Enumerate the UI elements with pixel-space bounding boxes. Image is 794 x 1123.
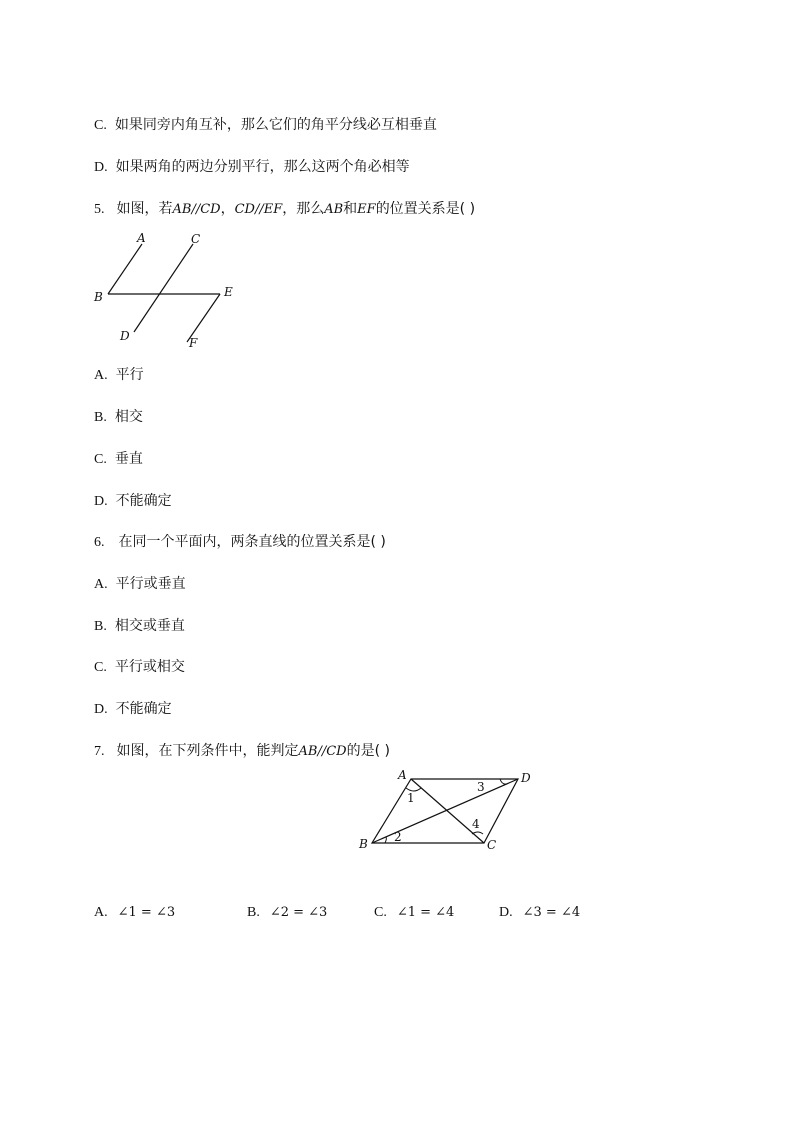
q5-figure <box>90 228 250 348</box>
angle-2-label: 2 <box>394 830 402 844</box>
option-label: A. <box>94 577 108 592</box>
line-ef <box>187 294 220 342</box>
option-text: 垂直 <box>114 451 143 467</box>
stem-text: 如图，在下列条件中，能判定 <box>116 743 299 759</box>
q7-stem <box>94 742 390 761</box>
q6-stem <box>94 533 386 552</box>
point-b-label: B <box>359 837 368 851</box>
q7-option-b <box>247 904 327 921</box>
point-f-label: F <box>189 336 198 350</box>
stem-text: 在同一个平面内，两条直线的位置关系是( ) <box>118 534 386 550</box>
stem-text: 如图，若 <box>116 201 173 217</box>
point-a-label: A <box>398 768 407 782</box>
q6-option-c <box>94 658 185 677</box>
q4-option-d <box>94 158 410 177</box>
q7-option-c <box>374 904 454 921</box>
option-label: A. <box>94 905 108 920</box>
option-label: B. <box>94 410 107 425</box>
stem-text: ，那么 <box>282 201 325 217</box>
option-label: A. <box>94 368 108 383</box>
q4-option-c <box>94 116 437 135</box>
angle-2-arc <box>385 837 386 843</box>
stem-text: ， <box>220 201 235 217</box>
option-text: 不能确定 <box>115 701 172 717</box>
q5-stem <box>94 200 475 219</box>
math-expression: AB//CD <box>172 202 221 217</box>
option-label: C. <box>374 905 387 920</box>
angle-3-arc <box>500 779 507 784</box>
option-label: D. <box>94 494 108 509</box>
option-label: C. <box>94 452 107 467</box>
math-expression: AB <box>324 202 344 217</box>
q6-option-b <box>94 617 185 636</box>
option-text: 平行或相交 <box>114 659 185 675</box>
option-text: 相交或垂直 <box>114 618 185 634</box>
stem-text: 的是( ) <box>346 743 390 759</box>
math-expression: CD//EF <box>234 202 283 217</box>
option-text: ∠1 = ∠4 <box>396 905 455 920</box>
option-text: ∠1 = ∠3 <box>117 905 176 920</box>
point-a-label: A <box>137 231 146 245</box>
point-d-label: D <box>120 329 130 343</box>
option-text: 如果同旁内角互补，那么它们的角平分线必互相垂直 <box>114 117 437 133</box>
q5-option-a <box>94 366 144 385</box>
q6-option-a <box>94 575 186 594</box>
question-number: 6. <box>94 535 105 550</box>
point-c-label: C <box>191 232 201 246</box>
option-text: ∠3 = ∠4 <box>522 905 581 920</box>
point-e-label: E <box>224 285 233 299</box>
option-label: D. <box>94 702 108 717</box>
stem-text: 的位置关系是( ) <box>375 201 476 217</box>
angle-3-label: 3 <box>477 780 485 794</box>
angle-1-label: 1 <box>407 791 415 805</box>
option-text: 不能确定 <box>115 493 172 509</box>
q7-option-d <box>499 904 580 921</box>
angle-4-label: 4 <box>472 817 480 831</box>
option-text: 平行 <box>115 367 144 383</box>
point-b-label: B <box>94 290 103 304</box>
q6-option-d <box>94 700 172 719</box>
option-label: D. <box>499 905 513 920</box>
q7-figure <box>356 768 546 858</box>
option-text: 相交 <box>114 409 143 425</box>
option-label: B. <box>247 905 260 920</box>
point-d-label: D <box>521 771 531 785</box>
q5-option-b <box>94 408 143 427</box>
option-text: ∠2 = ∠3 <box>269 905 328 920</box>
line-cd <box>134 244 193 332</box>
option-label: B. <box>94 619 107 634</box>
q5-option-d <box>94 492 172 511</box>
line-ab <box>108 244 142 294</box>
option-text: 如果两角的两边分别平行，那么这两个角必相等 <box>115 159 410 175</box>
option-label: C. <box>94 660 107 675</box>
stem-text: 和 <box>343 201 358 217</box>
question-number: 5. <box>94 202 105 217</box>
q5-option-c <box>94 450 143 469</box>
point-c-label: C <box>487 838 497 852</box>
option-label: C. <box>94 118 107 133</box>
option-label: D. <box>94 160 108 175</box>
math-expression: EF <box>357 202 376 217</box>
q7-option-a <box>94 904 175 921</box>
question-number: 7. <box>94 744 105 759</box>
math-expression: AB//CD <box>298 744 347 759</box>
option-text: 平行或垂直 <box>115 576 186 592</box>
